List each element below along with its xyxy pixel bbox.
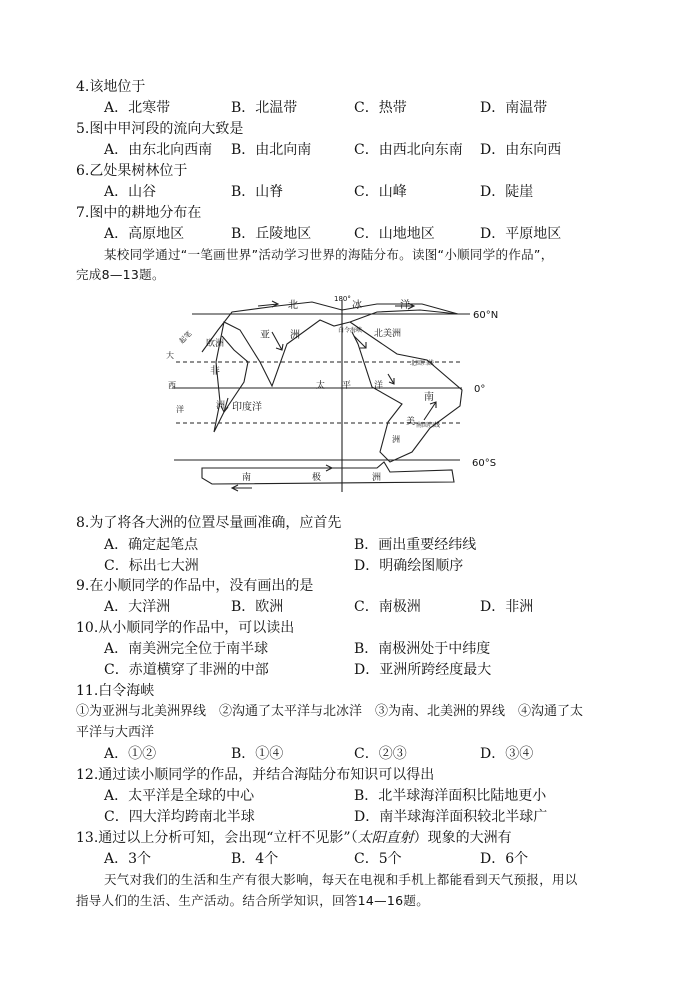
atlantic-label-2: 西 (168, 381, 176, 390)
americas-outline-stroke (350, 322, 462, 462)
south-america-label-1: 南 (424, 392, 434, 403)
q6-option-b: B．山脊 (231, 184, 284, 200)
antarctica-label-1: 南 (242, 473, 252, 483)
q13-option-c: C．5个 (354, 851, 402, 867)
q9-option-c: C．南极洲 (354, 599, 421, 615)
question-10-stem: 10.从小顺同学的作品中，可以读出 (76, 620, 295, 636)
intro-2-line-2: 指导人们的生活、生产活动。结合所学知识，回答14—16题。 (76, 893, 430, 908)
q11-option-b: B．①④ (231, 746, 284, 762)
q12-option-d: D．南半球海洋面积较北半球广 (354, 809, 548, 825)
q8-option-b: B．画出重要经纬线 (354, 537, 477, 553)
q7-option-b: B．丘陵地区 (231, 226, 312, 242)
q11-statements-line-1: ①为亚洲与北美洲界线 ②沟通了太平洋与北冰洋 ③为南、北美洲的界线 ④沟通了太 (76, 704, 584, 719)
q12-option-a: A．太平洋是全球的中心 (104, 788, 255, 804)
q7-option-c: C．山地地区 (354, 226, 435, 242)
arctic-label-3: 洋 (400, 300, 410, 311)
q10-option-b: B．南极洲处于中纬度 (354, 641, 491, 657)
q13-option-b: B．4个 (231, 851, 279, 867)
europe-label: 欧洲 (206, 339, 225, 349)
tropic-s-label: 南回归线 (416, 422, 441, 429)
q10-option-a: A．南美洲完全位于南半球 (104, 641, 269, 657)
africa-label-1: 非 (210, 366, 220, 377)
q11-option-a: A．①② (104, 746, 157, 762)
q4-option-d: D．南温带 (480, 100, 548, 116)
q12-option-c: C．四大洋均跨南北半球 (104, 809, 255, 825)
q9-option-d: D．非洲 (480, 599, 534, 615)
q10-option-c: C．赤道横穿了非洲的中部 (104, 662, 269, 678)
arctic-label-1: 北 (288, 300, 298, 311)
q8-option-a: A．确定起笔点 (104, 537, 199, 553)
south-america-label-3: 洲 (392, 435, 400, 444)
q8-option-c: C．标出七大洲 (104, 558, 199, 574)
question-5-stem: 5.图中甲河段的流向大致是 (76, 121, 244, 137)
intro-2-line-1: 天气对我们的生活和生产有很大影响，每天在电视和手机上都能看到天气预报，用以 (104, 872, 578, 887)
q12-option-b: B．北半球海洋面积比陆地更小 (354, 788, 547, 804)
q4-option-b: B．北温带 (231, 100, 298, 116)
antarctica-label-3: 洲 (372, 473, 382, 483)
bering-label: 白令海峡 (338, 327, 363, 334)
q5-option-d: D．由东向西 (480, 142, 562, 158)
antarctica-outline-stroke (202, 462, 454, 484)
q6-option-a: A．山谷 (104, 184, 157, 200)
q7-option-d: D．平原地区 (480, 226, 562, 242)
atlantic-label-3: 洋 (176, 405, 184, 414)
world-sketch-map (162, 292, 512, 497)
indian-ocean-label: 印度洋 (232, 402, 262, 413)
q7-option-a: A．高原地区 (104, 226, 185, 242)
start-label: 起笔 (177, 329, 194, 346)
q9-option-b: B．欧洲 (231, 599, 284, 615)
question-6-stem: 6.乙处果树林位于 (76, 163, 188, 179)
q5-option-b: B．由北向南 (231, 142, 312, 158)
question-11-stem: 11.白令海峡 (76, 683, 155, 699)
q4-option-c: C．热带 (354, 100, 407, 116)
equator-label: 0° (474, 384, 486, 395)
q11-option-d: D．③④ (480, 746, 534, 762)
question-12-stem: 12.通过读小顺同学的作品，并结合海陆分布知识可以得出 (76, 767, 435, 783)
asia-label-2: 洲 (290, 330, 300, 341)
north-america-label: 北美洲 (374, 329, 402, 339)
q8-option-d: D．明确绘图顺序 (354, 558, 464, 574)
q6-option-d: D．陡崖 (480, 184, 534, 200)
intro-1-line-2: 完成8—13题。 (76, 267, 165, 282)
pacific-label-1: 太 (316, 381, 326, 391)
arctic-label-2: 冰 (352, 300, 362, 311)
q10-option-d: D．亚洲所跨经度最大 (354, 662, 492, 678)
meridian-180-label: 180° (334, 295, 351, 303)
pacific-label-2: 平 (342, 381, 352, 391)
asia-label-1: 亚 (260, 330, 270, 341)
africa-label-2: 洲 (216, 401, 226, 411)
question-13-stem: 13.通过以上分析可知，会出现“立杆不见影”（太阳直射）现象的大洲有 (76, 830, 512, 846)
tropic-n-label: 北回归线 (410, 360, 435, 367)
pacific-label-3: 洋 (374, 381, 384, 391)
antarctica-label-2: 极 (312, 473, 322, 483)
question-7-stem: 7.图中的耕地分布在 (76, 205, 202, 221)
q6-option-c: C．山峰 (354, 184, 407, 200)
question-9-stem: 9.在小顺同学的作品中，没有画出的是 (76, 578, 314, 594)
south-america-label-2: 美 (406, 417, 416, 427)
q13-option-d: D．6个 (480, 851, 529, 867)
q5-option-a: A．由东北向西南 (104, 142, 213, 158)
q4-option-a: A．北寒带 (104, 100, 171, 116)
lat-60s-label: 60°S (472, 458, 497, 469)
q11-statements-line-2: 平洋与大西洋 (76, 725, 155, 740)
question-8-stem: 8.为了将各大洲的位置尽量画准确，应首先 (76, 515, 342, 531)
q5-option-c: C．由西北向东南 (354, 142, 463, 158)
question-4-stem: 4.该地位于 (76, 79, 146, 95)
lat-60n-label: 60°N (473, 310, 499, 321)
q13-option-a: A．3个 (104, 851, 152, 867)
atlantic-label-1: 大 (166, 351, 174, 360)
q9-option-a: A．大洋洲 (104, 599, 171, 615)
q11-option-c: C．②③ (354, 746, 407, 762)
intro-1-line-1: 某校同学通过“一笔画世界”活动学习世界的海陆分布。读图“小顺同学的作品”， (104, 247, 554, 262)
